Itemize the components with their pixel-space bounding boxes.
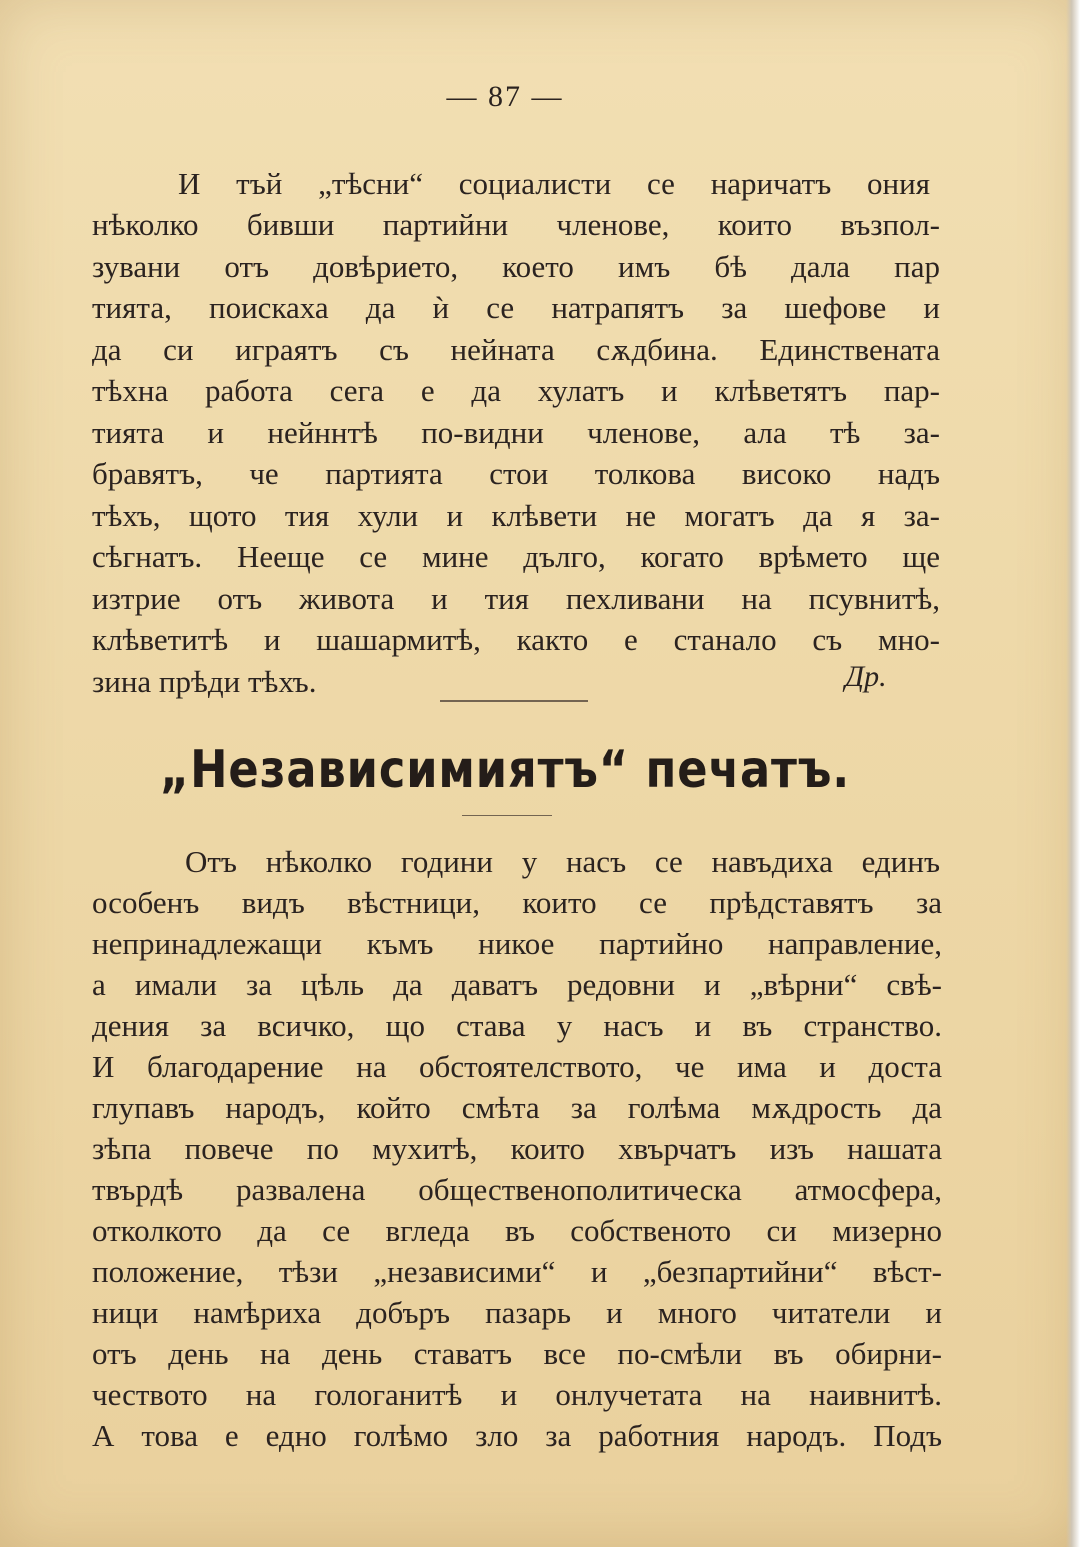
author-signature: Др. [845,660,887,693]
text-line: нѣколко бивши партийни членове, които възпол- [92,207,940,242]
text-line: Отъ нѣколко години у насъ се навъдиха единъ [185,844,940,879]
text-line: И благодарение на обстоятелството, че има и доста [92,1049,942,1084]
text-line: бравятъ, че партията стои толкова високо надъ [92,456,940,491]
text-line: тията и нейннтѣ по-видни членове, ала тѣ за- [92,415,940,450]
text-line: непринадлежащи къмъ никое партийно направление, [92,926,942,961]
text-line: тѣхъ, щото тия хули и клѣвети не могатъ да я за- [92,498,940,533]
text-line: тѣхна работа сега е да хулатъ и клѣветятъ пар- [92,373,940,408]
section-heading: „Независимиятъ“ печатъ. [159,740,851,800]
text-line: зѣпа повече по мухитѣ, които хвърчатъ изъ нашата [92,1131,942,1166]
text-line: зина прѣди тѣхъ. [92,664,317,699]
text-line: глупавъ народъ, който смѣта за голѣма мѫдрость да [92,1090,942,1125]
text-line: особенъ видъ вѣстници, които се прѣдставятъ за [92,885,942,920]
text-line: твърдѣ развалена общественополитическа атмосфера, [92,1172,942,1207]
text-line: тията, поискаха да ѝ се натрапятъ за шефове и [92,290,940,325]
page-number: — 87 — [446,80,564,113]
text-line: положение, тѣзи „независими“ и „безпартийни“ вѣст- [92,1254,942,1289]
text-line: клѣветитѣ и шашармитѣ, както е станало съ мно- [92,622,940,657]
text-line: сѣгнатъ. Нееще се мине дълго, когато врѣмето ще [92,539,940,574]
text-line: изтрие отъ живота и тия пехливани на псувнитѣ, [92,581,940,616]
page-edge-shadow [1066,0,1080,1547]
text-line: а имали за цѣль да даватъ редовни и „вѣрни“ свѣ- [92,967,942,1002]
heading-underline [462,815,552,816]
text-line: зувани отъ довѣрието, което имъ бѣ дала пар [92,249,940,284]
text-line: отколкото да се вгледа въ собственото си мизерно [92,1213,942,1248]
text-line: И тъй „тѣсни“ социалисти се наричатъ ония [178,166,930,201]
text-line: дения за всичко, що става у насъ и въ странство. [92,1008,942,1043]
text-line: отъ день на день ставатъ все по-смѣли въ обирни- [92,1336,942,1371]
text-line: А това е едно голѣмо зло за работния народъ. Подъ [92,1418,942,1453]
section-divider [440,700,588,702]
text-line: да си играятъ съ нейната сѫдбина. Единствената [92,332,940,367]
text-line: чеството на гологанитѣ и онлучетата на наивнитѣ. [92,1377,942,1412]
text-line: ници намѣриха добъръ пазарь и много читатели и [92,1295,942,1330]
